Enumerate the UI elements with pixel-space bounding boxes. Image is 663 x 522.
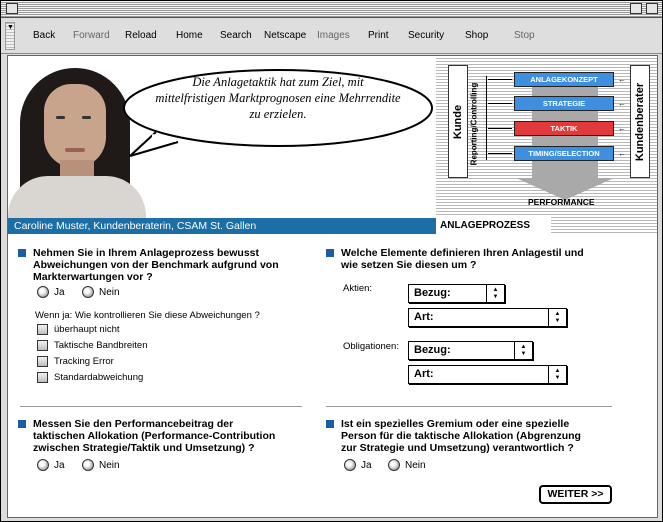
forward-button[interactable]: Forward bbox=[73, 30, 110, 41]
q4-yes-label: Ja bbox=[361, 460, 372, 471]
portrait-eye bbox=[82, 116, 91, 119]
question-bullet bbox=[326, 249, 334, 257]
question-bullet bbox=[18, 420, 26, 428]
updown-arrows-icon: ▲ ▼ bbox=[548, 366, 566, 383]
q3-yes-label: Ja bbox=[54, 460, 65, 471]
reporting-label: Reporting/Controlling bbox=[469, 82, 479, 166]
q1-option-label: überhaupt nicht bbox=[54, 324, 120, 335]
q1-yes-label: Ja bbox=[54, 287, 65, 298]
stop-button[interactable]: Stop bbox=[514, 30, 535, 41]
reporting-line bbox=[486, 76, 487, 160]
process-diagram bbox=[436, 56, 658, 234]
q1-no-label: Nein bbox=[99, 287, 120, 298]
q4-no-label: Nein bbox=[405, 460, 426, 471]
arrow-left-icon: ← bbox=[618, 149, 626, 158]
advisor-photo bbox=[8, 56, 436, 218]
q1-no-radio[interactable] bbox=[82, 286, 94, 298]
performance-label: PERFORMANCE bbox=[528, 197, 595, 207]
question-1-text: Nehmen Sie in Ihrem Anlageprozess bewusst Abweichungen von der Benchmark aufgrund von Markterwartungen vor ? bbox=[33, 247, 279, 283]
triangle-down-icon: ▼ bbox=[7, 24, 14, 31]
back-button[interactable]: Back bbox=[33, 30, 56, 41]
stage-timing-selection: TIMING/SELECTION bbox=[514, 146, 614, 161]
q1-option-checkbox[interactable] bbox=[37, 372, 48, 383]
arrow-left-icon: ← bbox=[618, 124, 626, 133]
stage-strategie: STRATEGIE bbox=[514, 96, 614, 111]
portrait-mouth bbox=[65, 148, 85, 152]
q3-no-radio[interactable] bbox=[82, 459, 94, 471]
q4-no-radio[interactable] bbox=[388, 459, 400, 471]
divider bbox=[20, 406, 302, 407]
portrait-body bbox=[8, 176, 146, 218]
updown-arrows-icon: ▲ ▼ bbox=[486, 285, 504, 302]
q1-option-label: Standardabweichung bbox=[54, 372, 144, 383]
q1-option-checkbox[interactable] bbox=[37, 340, 48, 351]
q1-option-checkbox[interactable] bbox=[37, 356, 48, 367]
diagram-title: ANLAGEPROZESS bbox=[436, 217, 551, 234]
portrait-eye bbox=[56, 116, 65, 119]
connector-line bbox=[488, 103, 512, 104]
zoom-box[interactable] bbox=[630, 3, 642, 14]
next-button[interactable]: WEITER >> bbox=[539, 485, 612, 504]
photo-caption: Caroline Muster, Kundenberaterin, CSAM St. Gallen bbox=[8, 218, 436, 234]
arrow-left-icon: ← bbox=[618, 99, 626, 108]
q1-option-label: Tracking Error bbox=[54, 356, 114, 367]
reload-button[interactable]: Reload bbox=[125, 30, 157, 41]
q1-option-label: Taktische Bandbreiten bbox=[54, 340, 148, 351]
shop-button[interactable]: Shop bbox=[465, 30, 489, 41]
question-bullet bbox=[18, 249, 26, 257]
divider bbox=[326, 406, 612, 407]
title-bar[interactable] bbox=[1, 1, 662, 18]
security-button[interactable]: Security bbox=[408, 30, 445, 41]
question-2-text: Welche Elemente definieren Ihren Anlagestil und wie setzen Sie diesen um ? bbox=[341, 247, 584, 271]
connector-line bbox=[488, 153, 512, 154]
obligationen-label: Obligationen: bbox=[343, 341, 399, 352]
stage-taktik: TAKTIK bbox=[514, 121, 614, 136]
obligationen-art-select[interactable]: Art: ▲ ▼ bbox=[408, 365, 567, 384]
toolbar-collapse-tab[interactable] bbox=[5, 22, 15, 50]
q1-yes-radio[interactable] bbox=[37, 286, 49, 298]
client-box: Kunde bbox=[448, 65, 468, 178]
page-content bbox=[7, 55, 658, 518]
connector-line bbox=[488, 79, 512, 80]
quote-text: Die Anlagetaktik hat zum Ziel, mit mittelfristigen Marktprognosen eine Mehrrendite zu erzielen. bbox=[155, 75, 401, 121]
updown-arrows-icon: ▲ ▼ bbox=[514, 342, 532, 359]
home-button[interactable]: Home bbox=[176, 30, 203, 41]
print-button[interactable]: Print bbox=[368, 30, 389, 41]
obligationen-bezug-select[interactable]: Bezug: ▲ ▼ bbox=[408, 341, 533, 360]
q3-no-label: Nein bbox=[99, 460, 120, 471]
connector-line bbox=[488, 128, 512, 129]
search-button[interactable]: Search bbox=[220, 30, 252, 41]
images-button[interactable]: Images bbox=[317, 30, 350, 41]
aktien-label: Aktien: bbox=[343, 283, 373, 294]
q1-option-checkbox[interactable] bbox=[37, 324, 48, 335]
question-bullet bbox=[326, 420, 334, 428]
arrow-left-icon: ← bbox=[618, 75, 626, 84]
navigation-toolbar bbox=[1, 18, 662, 54]
updown-arrows-icon: ▲ ▼ bbox=[548, 309, 566, 326]
collapse-box[interactable] bbox=[646, 3, 658, 14]
q3-yes-radio[interactable] bbox=[37, 459, 49, 471]
portrait-face bbox=[44, 84, 106, 168]
aktien-bezug-select[interactable]: Bezug: ▲ ▼ bbox=[408, 284, 505, 303]
question-3-text: Messen Sie den Performancebeitrag der taktischen Allokation (Performance-Contribution zwischen Strategie/Taktik und Umsetzung) ? bbox=[33, 418, 276, 454]
q1-followup-label: Wenn ja: Wie kontrollieren Sie diese Abweichungen ? bbox=[35, 310, 260, 321]
aktien-art-select[interactable]: Art: ▲ ▼ bbox=[408, 308, 567, 327]
close-box[interactable] bbox=[6, 3, 18, 14]
question-4-text: Ist ein spezielles Gremium oder eine spezielle Person für die taktische Allokation (Abgrenzung zur Strategie und Umsetzung) verantwortlich ? bbox=[341, 418, 581, 454]
netscape-button[interactable]: Netscape bbox=[264, 30, 307, 41]
stage-anlagekonzept: ANLAGEKONZEPT bbox=[514, 72, 614, 87]
advisor-box: Kundenberater bbox=[630, 65, 650, 178]
q4-yes-radio[interactable] bbox=[344, 459, 356, 471]
